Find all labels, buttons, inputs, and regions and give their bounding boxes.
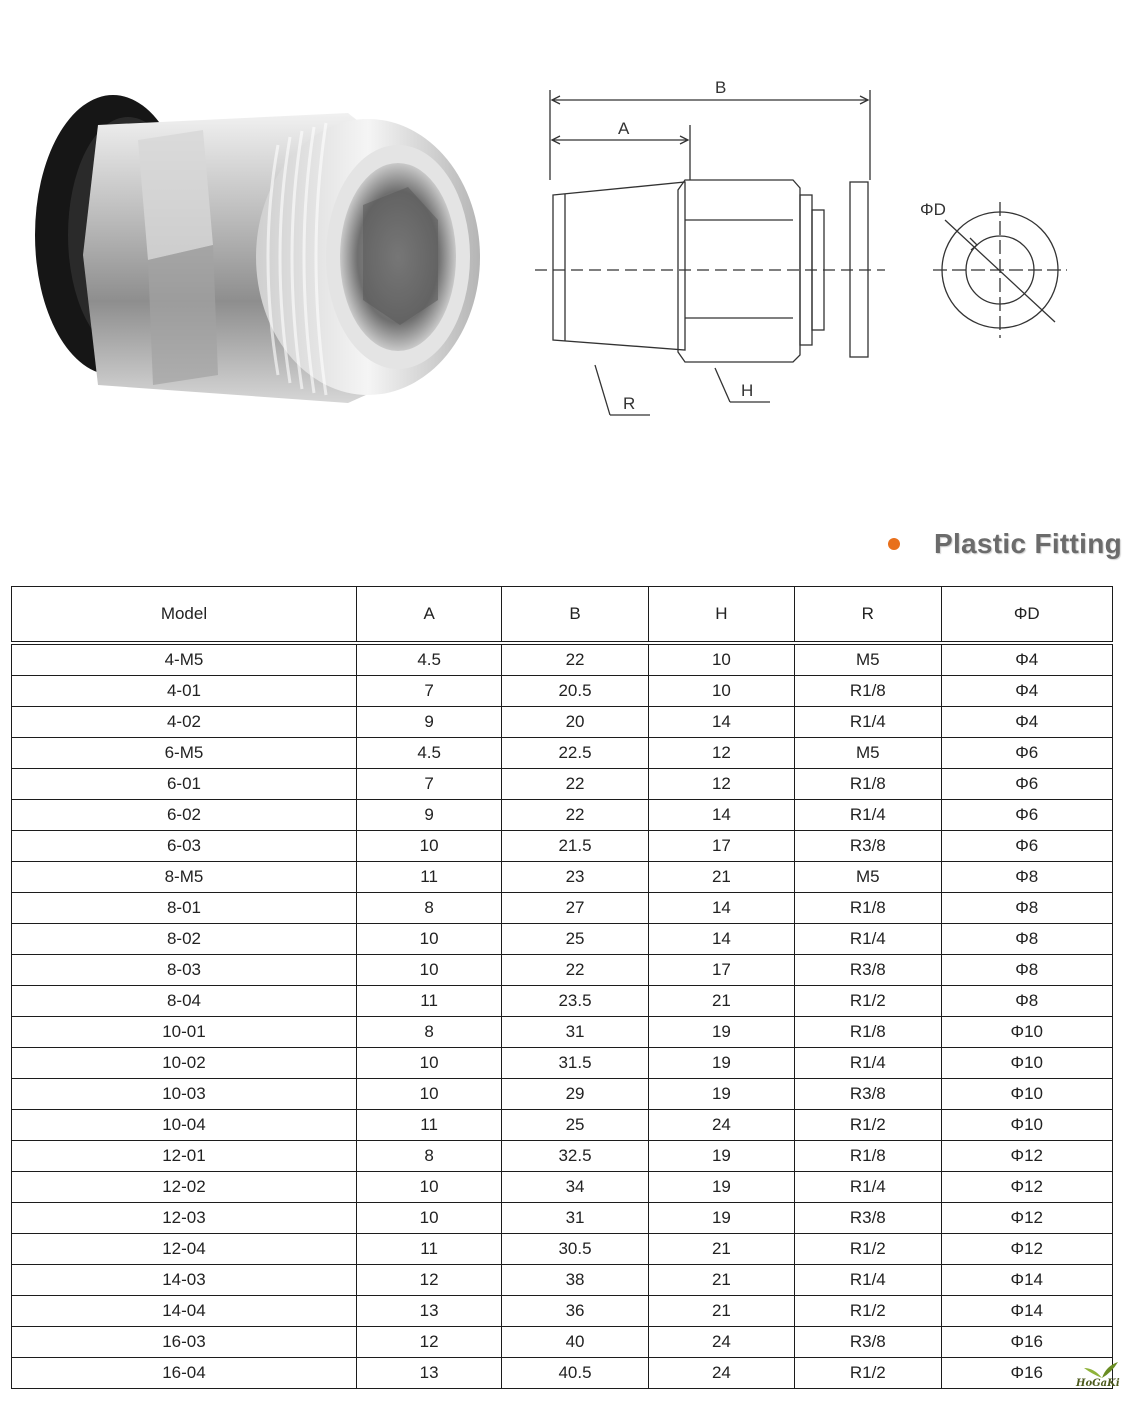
cell-d: Φ4 — [941, 643, 1113, 676]
cell-d: Φ8 — [941, 893, 1113, 924]
cell-a: 10 — [356, 1203, 501, 1234]
cell-a: 11 — [356, 862, 501, 893]
cell-r: R1/2 — [795, 1110, 941, 1141]
cell-r: R1/4 — [795, 707, 941, 738]
cell-b: 38 — [502, 1265, 648, 1296]
cell-a: 4.5 — [356, 643, 501, 676]
table-row — [12, 1203, 1113, 1234]
cell-r: R1/4 — [795, 924, 941, 955]
cell-a: 8 — [356, 1017, 501, 1048]
table-row — [12, 707, 1113, 738]
cell-h: 21 — [648, 862, 794, 893]
cell-b: 23.5 — [502, 986, 648, 1017]
cell-d: Φ14 — [941, 1296, 1113, 1327]
cell-h: 24 — [648, 1110, 794, 1141]
cell-d: Φ14 — [941, 1265, 1113, 1296]
cell-h: 17 — [648, 955, 794, 986]
table-row — [12, 986, 1113, 1017]
table-row — [12, 1141, 1113, 1172]
cell-h: 12 — [648, 769, 794, 800]
table-row — [12, 1327, 1113, 1358]
cell-model: 10-01 — [12, 1017, 357, 1048]
cell-a: 9 — [356, 707, 501, 738]
cell-d: Φ10 — [941, 1048, 1113, 1079]
cell-model: 16-04 — [12, 1358, 357, 1389]
cell-d: Φ12 — [941, 1234, 1113, 1265]
cell-b: 31 — [502, 1203, 648, 1234]
cell-a: 9 — [356, 800, 501, 831]
cell-a: 10 — [356, 1172, 501, 1203]
cell-d: Φ16 — [941, 1327, 1113, 1358]
cell-a: 13 — [356, 1358, 501, 1389]
header-h: H — [648, 587, 794, 644]
cell-d: Φ8 — [941, 955, 1113, 986]
cell-r: R3/8 — [795, 1327, 941, 1358]
cell-d: Φ4 — [941, 707, 1113, 738]
cell-model: 4-M5 — [12, 643, 357, 676]
cell-model: 4-02 — [12, 707, 357, 738]
table-row — [12, 1172, 1113, 1203]
cell-h: 19 — [648, 1141, 794, 1172]
cell-a: 10 — [356, 1079, 501, 1110]
cell-b: 20.5 — [502, 676, 648, 707]
cell-d: Φ6 — [941, 738, 1113, 769]
cell-h: 17 — [648, 831, 794, 862]
table-row — [12, 924, 1113, 955]
cell-b: 31.5 — [502, 1048, 648, 1079]
cell-b: 21.5 — [502, 831, 648, 862]
bullet-dot-icon — [888, 538, 900, 550]
cell-h: 14 — [648, 924, 794, 955]
cell-r: R1/8 — [795, 1017, 941, 1048]
header-model: Model — [12, 587, 357, 644]
cell-d: Φ6 — [941, 800, 1113, 831]
table-header-row — [12, 587, 1113, 644]
cell-a: 11 — [356, 986, 501, 1017]
cell-model: 8-02 — [12, 924, 357, 955]
cell-d: Φ10 — [941, 1017, 1113, 1048]
cell-h: 21 — [648, 1265, 794, 1296]
cell-b: 40 — [502, 1327, 648, 1358]
cell-r: R1/2 — [795, 1358, 941, 1389]
cell-a: 10 — [356, 955, 501, 986]
cell-h: 14 — [648, 893, 794, 924]
cell-r: R1/8 — [795, 893, 941, 924]
cell-h: 21 — [648, 1296, 794, 1327]
cell-d: Φ10 — [941, 1110, 1113, 1141]
cell-h: 14 — [648, 707, 794, 738]
cell-r: R1/2 — [795, 1234, 941, 1265]
section-heading-text: Plastic Fitting — [934, 528, 1123, 559]
cell-b: 25 — [502, 1110, 648, 1141]
cell-a: 4.5 — [356, 738, 501, 769]
cell-h: 19 — [648, 1017, 794, 1048]
cell-model: 10-03 — [12, 1079, 357, 1110]
cell-b: 22 — [502, 769, 648, 800]
header-r: R — [795, 587, 941, 644]
cell-b: 36 — [502, 1296, 648, 1327]
header-b: B — [502, 587, 648, 644]
cell-r: R1/8 — [795, 676, 941, 707]
cell-d: Φ6 — [941, 831, 1113, 862]
cell-model: 8-03 — [12, 955, 357, 986]
cell-r: R3/8 — [795, 955, 941, 986]
header-d: ΦD — [941, 587, 1113, 644]
cell-model: 6-M5 — [12, 738, 357, 769]
table-body — [12, 643, 1113, 1389]
cell-b: 23 — [502, 862, 648, 893]
cell-r: R1/2 — [795, 986, 941, 1017]
cell-model: 12-01 — [12, 1141, 357, 1172]
cell-d: Φ4 — [941, 676, 1113, 707]
cell-a: 10 — [356, 831, 501, 862]
table-row — [12, 1234, 1113, 1265]
brand-watermark — [1072, 1360, 1128, 1398]
section-heading — [888, 524, 1122, 564]
cell-h: 19 — [648, 1048, 794, 1079]
dimension-drawing — [525, 60, 1095, 430]
cell-a: 8 — [356, 1141, 501, 1172]
cell-b: 25 — [502, 924, 648, 955]
table-row — [12, 893, 1113, 924]
cell-a: 13 — [356, 1296, 501, 1327]
dim-label-a: A — [618, 119, 630, 138]
cell-d: Φ12 — [941, 1172, 1113, 1203]
cell-model: 12-04 — [12, 1234, 357, 1265]
table-row — [12, 1048, 1113, 1079]
cell-r: M5 — [795, 862, 941, 893]
cell-r: R3/8 — [795, 831, 941, 862]
cell-d: Φ12 — [941, 1203, 1113, 1234]
cell-d: Φ6 — [941, 769, 1113, 800]
cell-b: 27 — [502, 893, 648, 924]
cell-model: 10-04 — [12, 1110, 357, 1141]
cell-d: Φ8 — [941, 924, 1113, 955]
table-row — [12, 738, 1113, 769]
cell-a: 12 — [356, 1265, 501, 1296]
cell-r: M5 — [795, 643, 941, 676]
cell-r: R3/8 — [795, 1079, 941, 1110]
leaf-logo-icon — [1072, 1360, 1128, 1380]
cell-h: 14 — [648, 800, 794, 831]
cell-h: 21 — [648, 986, 794, 1017]
cell-model: 14-04 — [12, 1296, 357, 1327]
cell-h: 10 — [648, 676, 794, 707]
table-row — [12, 1296, 1113, 1327]
table-row — [12, 1110, 1113, 1141]
table-row — [12, 955, 1113, 986]
table-row — [12, 769, 1113, 800]
cell-r: R1/4 — [795, 1172, 941, 1203]
cell-model: 10-02 — [12, 1048, 357, 1079]
cell-a: 7 — [356, 769, 501, 800]
cell-b: 40.5 — [502, 1358, 648, 1389]
cell-d: Φ12 — [941, 1141, 1113, 1172]
cell-d: Φ16 — [941, 1358, 1113, 1389]
cell-b: 22.5 — [502, 738, 648, 769]
cell-r: R1/4 — [795, 1265, 941, 1296]
cell-b: 30.5 — [502, 1234, 648, 1265]
table-row — [12, 676, 1113, 707]
brand-watermark-text: HoGaKi — [1076, 1378, 1120, 1389]
cell-d: Φ8 — [941, 862, 1113, 893]
table-row — [12, 800, 1113, 831]
dim-label-d: ΦD — [920, 200, 946, 219]
cell-model: 12-02 — [12, 1172, 357, 1203]
cell-model: 12-03 — [12, 1203, 357, 1234]
table-row — [12, 1079, 1113, 1110]
table-row — [12, 831, 1113, 862]
cell-h: 10 — [648, 643, 794, 676]
cell-a: 10 — [356, 924, 501, 955]
table-row — [12, 1265, 1113, 1296]
cell-a: 12 — [356, 1327, 501, 1358]
cell-d: Φ8 — [941, 986, 1113, 1017]
cell-b: 22 — [502, 800, 648, 831]
cell-model: 6-02 — [12, 800, 357, 831]
header-a: A — [356, 587, 501, 644]
cell-r: M5 — [795, 738, 941, 769]
cell-h: 19 — [648, 1203, 794, 1234]
cell-a: 10 — [356, 1048, 501, 1079]
table-row — [12, 1358, 1113, 1389]
cell-b: 22 — [502, 643, 648, 676]
cell-d: Φ10 — [941, 1079, 1113, 1110]
cell-model: 14-03 — [12, 1265, 357, 1296]
cell-r: R1/2 — [795, 1296, 941, 1327]
cell-a: 7 — [356, 676, 501, 707]
cell-h: 12 — [648, 738, 794, 769]
table-row — [12, 862, 1113, 893]
cell-model: 6-01 — [12, 769, 357, 800]
cell-h: 19 — [648, 1079, 794, 1110]
table-row — [12, 643, 1113, 676]
cell-h: 24 — [648, 1358, 794, 1389]
cell-b: 31 — [502, 1017, 648, 1048]
cell-model: 16-03 — [12, 1327, 357, 1358]
cell-model: 8-04 — [12, 986, 357, 1017]
cell-r: R1/8 — [795, 1141, 941, 1172]
cell-model: 8-01 — [12, 893, 357, 924]
cell-h: 19 — [648, 1172, 794, 1203]
cell-a: 11 — [356, 1110, 501, 1141]
dim-label-b: B — [715, 78, 727, 97]
cell-a: 8 — [356, 893, 501, 924]
fitting-photo — [28, 85, 488, 415]
cell-model: 6-03 — [12, 831, 357, 862]
cell-b: 34 — [502, 1172, 648, 1203]
cell-h: 24 — [648, 1327, 794, 1358]
dim-label-r: R — [623, 394, 636, 413]
cell-a: 11 — [356, 1234, 501, 1265]
cell-b: 22 — [502, 955, 648, 986]
dim-label-h: H — [741, 381, 754, 400]
cell-model: 4-01 — [12, 676, 357, 707]
cell-r: R1/4 — [795, 800, 941, 831]
cell-r: R1/4 — [795, 1048, 941, 1079]
table-row — [12, 1017, 1113, 1048]
cell-b: 32.5 — [502, 1141, 648, 1172]
cell-r: R3/8 — [795, 1203, 941, 1234]
cell-h: 21 — [648, 1234, 794, 1265]
spec-table — [11, 586, 1113, 1389]
cell-model: 8-M5 — [12, 862, 357, 893]
cell-b: 20 — [502, 707, 648, 738]
cell-b: 29 — [502, 1079, 648, 1110]
cell-r: R1/8 — [795, 769, 941, 800]
